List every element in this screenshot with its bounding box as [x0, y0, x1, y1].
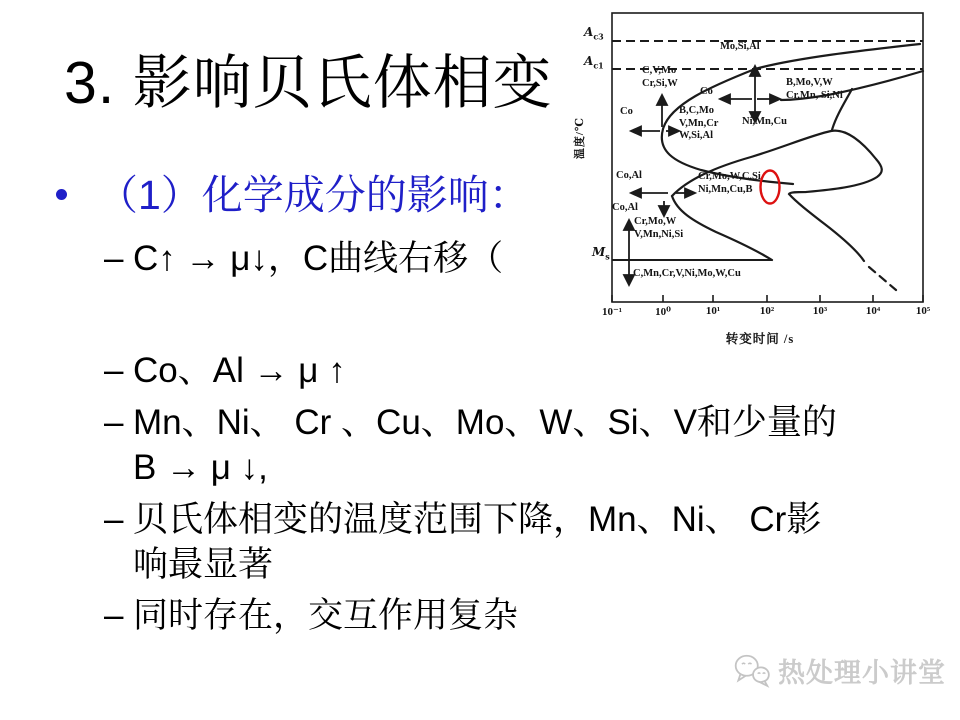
dash-marker: –: [104, 403, 124, 442]
x-tick: 10⁰: [655, 306, 671, 318]
dash-marker: –: [104, 351, 124, 390]
sub-bullet-line: Mn、Ni、 Cr 、Cu、Mo、W、Si、V和少量的: [133, 403, 837, 442]
sub-bullet-1: [104, 236, 503, 281]
x-tick: 10⁴: [865, 305, 881, 317]
anno-nose-group: B,C,Mo V,Mn,Cr W,Si,Al: [679, 105, 719, 141]
wechat-icon: [731, 650, 773, 690]
bullet-level1: （1）化学成分的影响：: [97, 172, 530, 218]
anno-coal-1: Co,Al: [616, 170, 642, 181]
watermark-text: 热处理小讲堂: [778, 657, 946, 688]
y-axis-label: 温度/℃: [574, 116, 586, 160]
anno-ms-group: Cr,Mo,W V,Mn,Ni,Si: [634, 216, 684, 240]
anno-coal-2: Co,Al: [612, 202, 638, 213]
anno-nimncu: Ni,Mn,Cu: [742, 116, 787, 127]
anno-co-upper: Co: [700, 86, 713, 97]
bullet-marker: [56, 189, 67, 200]
sub-bullet-4: [104, 497, 821, 587]
ms-label: $M_s$: [592, 245, 610, 262]
anno-bainite-group: Cr,Mo,W,C,Si Ni,Mn,Cu,B: [698, 171, 761, 195]
anno-cvmo: C,V,Mo Cr,Si,W: [642, 65, 678, 89]
sub-bullet-line: 响最显著: [133, 545, 274, 584]
x-tick: 10⁻¹: [601, 306, 623, 318]
ac3-label: $A_{c3}$: [584, 25, 604, 42]
ttt-diagram: [560, 0, 960, 355]
sub-bullet-5: [104, 593, 518, 638]
sub-bullet-line: Co、Al → μ ↑: [133, 351, 346, 390]
anno-co-left: Co: [620, 106, 633, 117]
sub-bullet-line: 贝氏体相变的温度范围下降，Mn、Ni、 Cr影: [133, 500, 822, 539]
x-tick: 10⁵: [915, 305, 931, 317]
ac1-label: $A_{c1}$: [584, 54, 604, 71]
sub-bullet-line: C↑ → μ↓，C曲线右移（: [133, 239, 504, 278]
x-axis-label: 转变时间 /s: [725, 332, 795, 346]
x-tick: 10²: [759, 305, 775, 317]
sub-bullet-2: [104, 348, 346, 393]
x-tick: 10³: [812, 305, 828, 317]
sub-bullet-3: [104, 400, 837, 490]
dash-marker: –: [104, 500, 124, 539]
x-tick: 10¹: [705, 305, 721, 317]
red-highlight-ellipse: [761, 171, 780, 204]
page-title: 3. 影响贝氏体相变: [64, 50, 553, 116]
dash-marker: –: [104, 596, 124, 635]
sub-bullet-line: 同时存在，交互作用复杂: [133, 596, 519, 635]
sub-bullet-line: B → μ ↓,: [133, 448, 268, 487]
anno-below-ms: C,Mn,Cr,V,Ni,Mo,W,Cu: [633, 268, 741, 279]
anno-bmovw: B,Mo,V,W Cr,Mn, Si,Ni: [786, 77, 843, 101]
dash-marker: –: [104, 239, 124, 278]
anno-mo-si-al: Mo,Si,Al: [720, 41, 760, 52]
watermark: [731, 650, 946, 690]
